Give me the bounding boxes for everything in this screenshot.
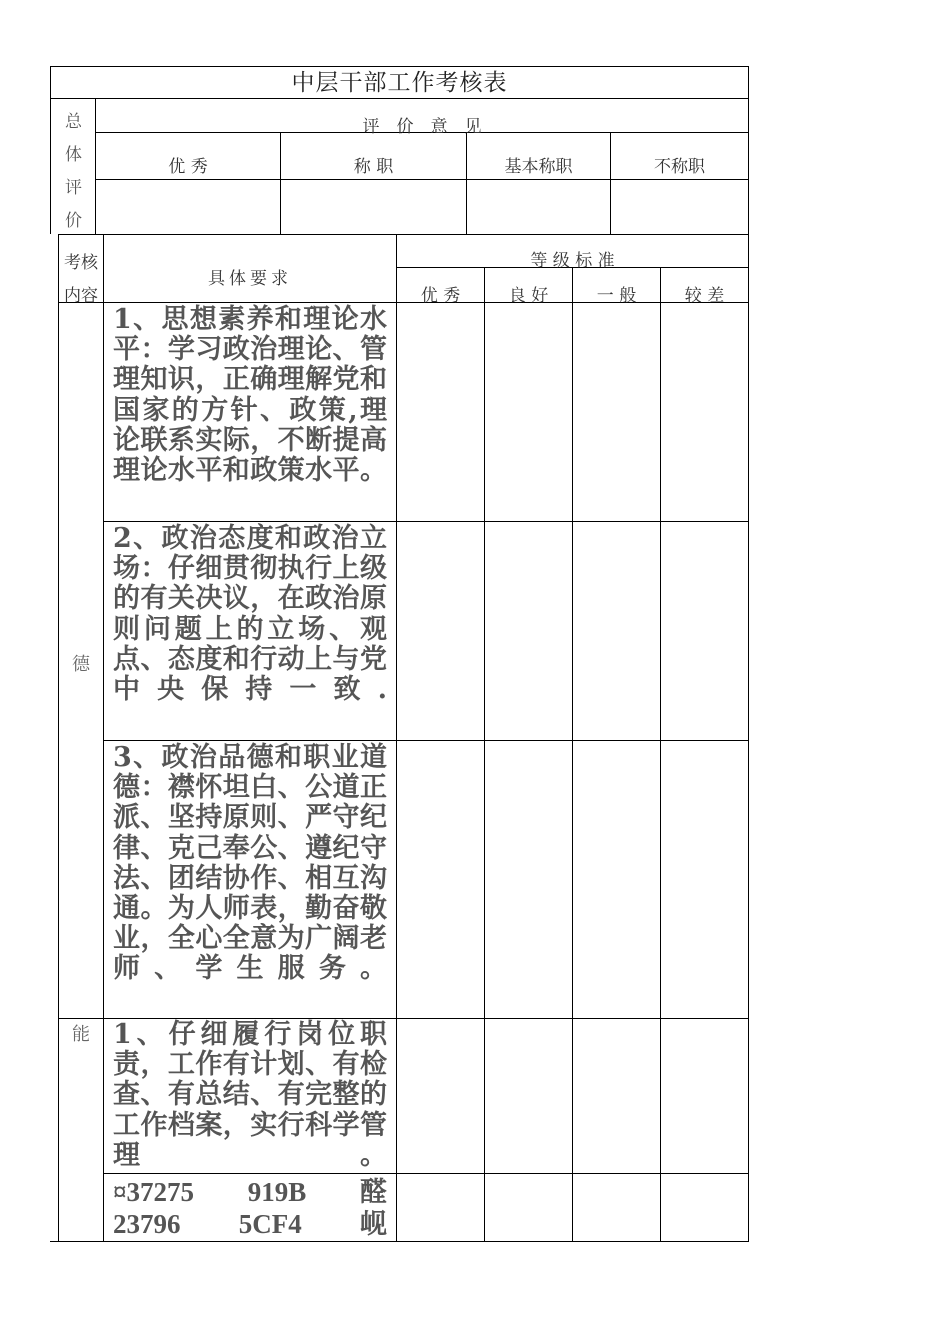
grade-excellent: 优 秀	[420, 286, 461, 306]
option-excellent: 优 秀	[168, 157, 208, 177]
overall-rating-cell[interactable]	[96, 180, 280, 234]
overall-rating-cell[interactable]	[611, 180, 748, 234]
code-cell: ¤37275	[113, 1177, 194, 1207]
overall-side-char: 总	[65, 112, 82, 132]
code-row	[113, 1176, 387, 1208]
grade-cell[interactable]	[573, 303, 660, 521]
grade-cell[interactable]	[397, 303, 484, 521]
grade-cell[interactable]	[573, 522, 660, 740]
grade-poor: 较 差	[684, 286, 725, 306]
code-cell: 5CF4	[238, 1209, 302, 1239]
category-label-virtue: 德	[72, 654, 90, 675]
option-basic-competent: 基本称职	[504, 157, 573, 177]
option-competent: 称 职	[353, 157, 394, 177]
grade-cell[interactable]	[397, 1019, 484, 1173]
code-cell: 919B	[247, 1177, 307, 1207]
grade-cell[interactable]	[397, 741, 484, 1018]
category-label-ability: 能	[72, 1024, 90, 1045]
grade-cell[interactable]	[661, 741, 748, 1018]
page-title: 中层干部工作考核表	[291, 70, 508, 96]
grade-cell[interactable]	[397, 522, 484, 740]
grade-cell[interactable]	[485, 522, 572, 740]
code-cell: 醛	[359, 1177, 387, 1207]
evaluation-header: 评 价 意 见	[362, 117, 482, 137]
grade-average: 一 般	[596, 286, 637, 306]
grade-cell[interactable]	[573, 1019, 660, 1173]
overall-side-char: 体	[65, 145, 82, 165]
grade-cell[interactable]	[661, 1019, 748, 1173]
grade-good: 良 好	[508, 286, 549, 306]
overall-side-char: 评	[65, 178, 82, 198]
category-header-line1: 考核	[64, 253, 98, 273]
grade-cell[interactable]	[485, 303, 572, 521]
requirement-item: 3、政治品德和职业道德：襟怀坦白、公道正派、坚持原则、严守纪律、克己奉公、遵纪守法、团结协作、相互沟通。为人师表，勤奋敬业，全心全意为广阔老师、学生服务。	[113, 742, 387, 985]
grade-standard-header: 等 级 标 准	[530, 251, 615, 271]
overall-rating-cell[interactable]	[467, 180, 610, 234]
grade-cell[interactable]	[661, 522, 748, 740]
code-cell: 岘	[360, 1209, 387, 1239]
code-block	[113, 1176, 387, 1240]
grade-cell[interactable]	[661, 303, 748, 521]
requirement-item: 2、政治态度和政治立场：仔细贯彻执行上级的有关决议，在政治原则问题上的立场、观点、态度和行动上与党中央保持一致.	[113, 523, 387, 706]
requirement-item: 1、仔细履行岗位职责，工作有计划、有检查、有总结、有完整的工作档案，实行科学管理。	[113, 1019, 387, 1171]
overall-side-char: 价	[65, 211, 82, 231]
category-header-line2: 内容	[64, 286, 98, 306]
option-incompetent: 不称职	[654, 157, 705, 177]
overall-rating-cell[interactable]	[281, 180, 466, 234]
grade-cell[interactable]	[485, 1019, 572, 1173]
grade-cell[interactable]	[485, 741, 572, 1018]
code-row	[113, 1208, 387, 1240]
requirement-item: 1、思想素养和理论水平：学习政治理论、管理知识，正确理解党和国家的方针、政策,理论联系实际，不断提高理论水平和政策水平。	[113, 304, 387, 487]
requirement-header: 具体要求	[208, 269, 292, 289]
code-cell: 23796	[113, 1209, 181, 1239]
grade-cell[interactable]	[573, 741, 660, 1018]
